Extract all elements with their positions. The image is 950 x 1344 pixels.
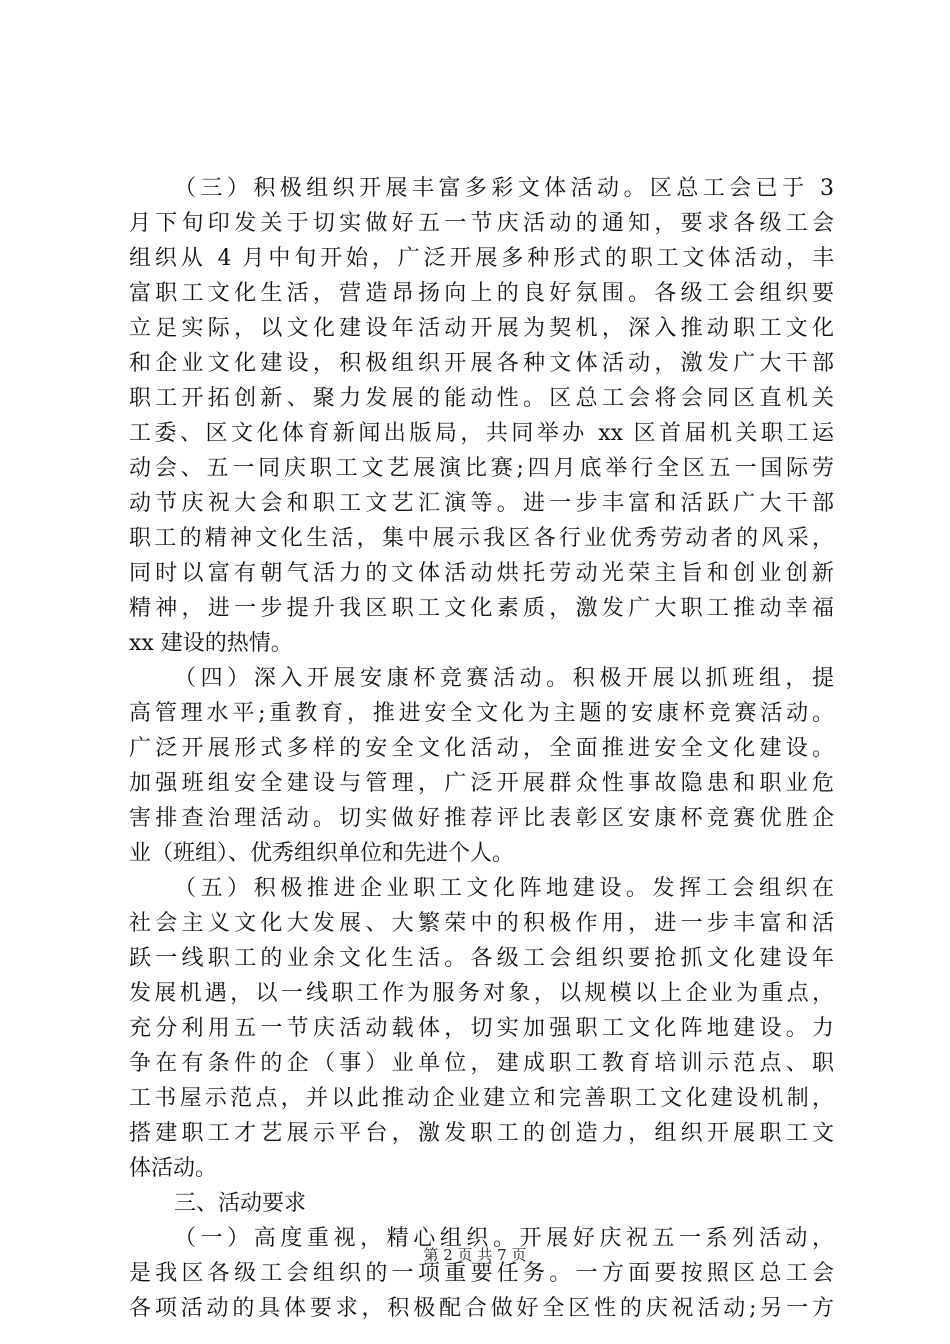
text-line: 广泛开展形式多样的安全文化活动，全面推进安全文化建设。 <box>129 736 834 761</box>
page-footer: 第 2 页 共 7 页 <box>423 1246 527 1264</box>
text-line: 工书屋示范点，并以此推动企业建立和完善职工文化建设机制， <box>129 1086 834 1111</box>
text-line: 职工的精神文化生活，集中展示我区各行业优秀劳动者的风采， <box>129 526 834 551</box>
text-line: 职工开拓创新、聚力发展的能动性。区总工会将会同区直机关 <box>129 386 834 411</box>
text-line: 和企业文化建设，积极组织开展各种文体活动，激发广大干部 <box>129 351 834 376</box>
text-line: 月下旬印发关于切实做好五一节庆活动的通知，要求各级工会 <box>129 211 834 236</box>
text-line: 加强班组安全建设与管理，广泛开展群众性事故隐患和职业危 <box>129 771 834 796</box>
text-line: 社会主义文化大发展、大繁荣中的积极作用，进一步丰富和活 <box>129 911 834 936</box>
text-line: 发展机遇，以一线职工作为服务对象，以规模以上企业为重点， <box>129 981 834 1006</box>
text-line: 同时以富有朝气活力的文体活动烘托劳动光荣主旨和创业创新 <box>129 561 834 586</box>
text-line: （五）积极推进企业职工文化阵地建设。发挥工会组织在 <box>174 876 834 901</box>
text-line: （一）高度重视，精心组织。开展好庆祝五一系列活动， <box>174 1226 834 1251</box>
text-line: 各项活动的具体要求，积极配合做好全区性的庆祝活动;另一方 <box>129 1296 834 1321</box>
text-line: 业（班组）、优秀组织单位和先进个人。 <box>129 841 515 866</box>
text-line: 害排查治理活动。切实做好推荐评比表彰区安康杯竞赛优胜企 <box>129 806 834 831</box>
text-line: 动节庆祝大会和职工文艺汇演等。进一步丰富和活跃广大干部 <box>129 491 834 516</box>
text-line: xx 建设的热情。 <box>129 631 293 656</box>
text-line: 工委、区文化体育新闻出版局，共同举办 xx 区首届机关职工运 <box>129 421 834 446</box>
text-line: 富职工文化生活，营造昂扬向上的良好氛围。各级工会组织要 <box>129 281 834 306</box>
text-line: （四）深入开展安康杯竞赛活动。积极开展以抓班组，提 <box>174 666 834 691</box>
text-line: 搭建职工才艺展示平台，激发职工的创造力，组织开展职工文 <box>129 1121 834 1146</box>
text-line: 是我区各级工会组织的一项重要任务。一方面要按照区总工会 <box>129 1261 834 1286</box>
document-body <box>129 171 834 1326</box>
text-line: 三、活动要求 <box>174 1191 307 1216</box>
text-line: 争在有条件的企（事）业单位，建成职工教育培训示范点、职 <box>129 1051 834 1076</box>
text-line: 跃一线职工的业余文化生活。各级工会组织要抢抓文化建设年 <box>129 946 834 971</box>
text-line: 精神，进一步提升我区职工文化素质，激发广大职工推动幸福 <box>129 596 834 621</box>
text-line: 动会、五一同庆职工文艺展演比赛;四月底举行全区五一国际劳 <box>129 456 834 481</box>
text-line: 高管理水平;重教育，推进安全文化为主题的安康杯竞赛活动。 <box>129 701 834 726</box>
text-line: 立足实际，以文化建设年活动开展为契机，深入推动职工文化 <box>129 316 834 341</box>
text-line: 充分利用五一节庆活动载体，切实加强职工文化阵地建设。力 <box>129 1016 834 1041</box>
text-line: （三）积极组织开展丰富多彩文体活动。区总工会已于 3 <box>174 176 834 201</box>
text-line: 组织从 4 月中旬开始，广泛开展多种形式的职工文体活动，丰 <box>129 246 834 271</box>
text-line: 体活动。 <box>129 1156 218 1181</box>
